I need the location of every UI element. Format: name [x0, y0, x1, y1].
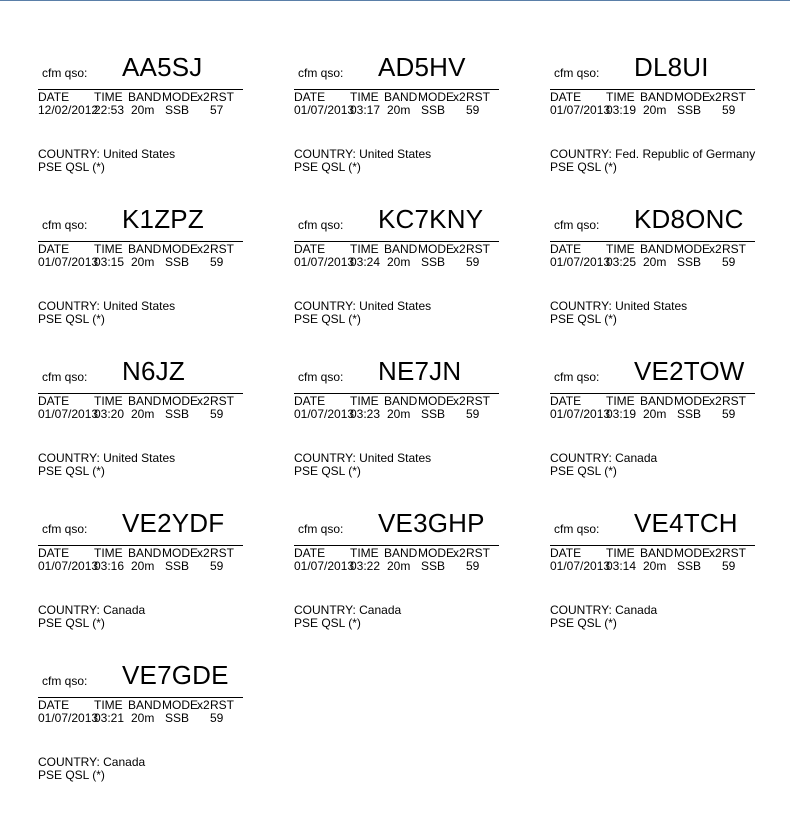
qso-date: 01/07/2013 [38, 559, 99, 573]
qsl-label [550, 352, 790, 492]
header-date: DATE [550, 394, 582, 408]
header-band: BAND [384, 90, 418, 104]
qso-band: 20m [387, 103, 411, 117]
header-mode: MODE [162, 394, 198, 408]
header-mode: MODE [162, 546, 198, 560]
cfm-qso-label: cfm qso: [298, 66, 344, 80]
callsign: AD5HV [378, 52, 466, 82]
qso-time: 03:16 [94, 559, 125, 573]
country-prefix: COUNTRY: [38, 451, 104, 465]
header-x2: x2 [197, 698, 210, 712]
country-name: Canada [615, 451, 658, 465]
qso-date: 01/07/2013 [38, 407, 99, 421]
cfm-qso-label: cfm qso: [298, 522, 344, 536]
country-name: United States [615, 299, 688, 313]
qso-mode: SSB [421, 255, 446, 269]
header-x2: x2 [197, 546, 210, 560]
qso-band: 20m [131, 255, 155, 269]
header-band: BAND [128, 242, 162, 256]
cfm-qso-label: cfm qso: [42, 66, 88, 80]
header-band: BAND [128, 394, 162, 408]
header-date: DATE [550, 90, 582, 104]
qsl-label [294, 200, 544, 340]
country-prefix: COUNTRY: [550, 603, 616, 617]
qso-date: 01/07/2013 [38, 711, 99, 725]
qso-mode: SSB [421, 407, 446, 421]
qso-time: 03:25 [606, 255, 637, 269]
header-time: TIME [94, 546, 123, 560]
qso-date: 01/07/2013 [294, 407, 355, 421]
country-line [294, 603, 401, 617]
header-mode: MODE [162, 698, 198, 712]
header-time: TIME [94, 242, 123, 256]
qso-mode: SSB [677, 559, 702, 573]
header-date: DATE [550, 546, 582, 560]
country-prefix: COUNTRY: [294, 603, 360, 617]
header-band: BAND [128, 90, 162, 104]
qso-band: 20m [131, 559, 155, 573]
qso-mode: SSB [677, 103, 702, 117]
country-prefix: COUNTRY: [294, 451, 360, 465]
qso-mode: SSB [165, 255, 190, 269]
header-rst: RST [210, 242, 234, 256]
cfm-qso-label: cfm qso: [298, 218, 344, 232]
pse-qsl-text: PSE QSL (*) [294, 160, 361, 174]
header-x2: x2 [709, 242, 722, 256]
header-band: BAND [640, 90, 674, 104]
pse-qsl-text: PSE QSL (*) [550, 464, 617, 478]
qsl-label [294, 504, 544, 644]
qso-mode: SSB [165, 407, 190, 421]
header-time: TIME [350, 394, 379, 408]
header-rst: RST [722, 394, 746, 408]
header-rst: RST [466, 242, 490, 256]
qso-time: 03:17 [350, 103, 381, 117]
qso-band: 20m [643, 255, 667, 269]
header-time: TIME [606, 90, 635, 104]
country-name: United States [103, 451, 176, 465]
qso-rst: 59 [210, 255, 224, 269]
pse-qsl-text: PSE QSL (*) [550, 160, 617, 174]
cfm-qso-label: cfm qso: [554, 66, 600, 80]
qso-band: 20m [131, 103, 155, 117]
qso-band: 20m [387, 559, 411, 573]
qso-date: 01/07/2013 [550, 559, 611, 573]
pse-qsl-text: PSE QSL (*) [38, 616, 105, 630]
header-date: DATE [38, 242, 70, 256]
country-name: Canada [615, 603, 658, 617]
qso-time: 03:21 [94, 711, 125, 725]
pse-qsl-text: PSE QSL (*) [550, 312, 617, 326]
header-rst: RST [722, 546, 746, 560]
callsign: KC7KNY [378, 204, 484, 234]
country-name: United States [103, 147, 176, 161]
header-x2: x2 [197, 90, 210, 104]
cfm-qso-label: cfm qso: [42, 522, 88, 536]
country-prefix: COUNTRY: [550, 299, 616, 313]
qso-time: 03:15 [94, 255, 125, 269]
qso-band: 20m [643, 407, 667, 421]
cfm-qso-label: cfm qso: [42, 370, 88, 384]
qso-date: 01/07/2013 [550, 255, 611, 269]
qso-rst: 59 [722, 559, 736, 573]
header-time: TIME [606, 394, 635, 408]
header-mode: MODE [674, 90, 710, 104]
pse-qsl-text: PSE QSL (*) [550, 616, 617, 630]
country-name: United States [359, 147, 432, 161]
callsign: K1ZPZ [122, 204, 204, 234]
country-line [550, 603, 657, 617]
qso-mode: SSB [165, 711, 190, 725]
qso-time: 03:14 [606, 559, 637, 573]
qsl-label [294, 48, 544, 188]
header-date: DATE [294, 394, 326, 408]
cfm-qso-label: cfm qso: [298, 370, 344, 384]
header-band: BAND [128, 698, 162, 712]
header-date: DATE [550, 242, 582, 256]
country-prefix: COUNTRY: [550, 451, 616, 465]
country-line [294, 299, 431, 313]
header-time: TIME [606, 546, 635, 560]
header-mode: MODE [418, 90, 454, 104]
header-rst: RST [210, 394, 234, 408]
header-mode: MODE [674, 546, 710, 560]
header-rst: RST [210, 546, 234, 560]
qso-time: 03:20 [94, 407, 125, 421]
callsign: KD8ONC [634, 204, 744, 234]
country-prefix: COUNTRY: [550, 147, 616, 161]
qso-rst: 59 [466, 559, 480, 573]
qso-rst: 59 [466, 103, 480, 117]
qso-date: 01/07/2013 [294, 103, 355, 117]
country-name: United States [359, 299, 432, 313]
header-time: TIME [350, 546, 379, 560]
qso-rst: 59 [466, 255, 480, 269]
header-mode: MODE [418, 242, 454, 256]
qsl-label [550, 48, 790, 188]
cfm-qso-label: cfm qso: [554, 218, 600, 232]
header-band: BAND [384, 394, 418, 408]
header-mode: MODE [674, 394, 710, 408]
header-band: BAND [384, 546, 418, 560]
header-mode: MODE [162, 90, 198, 104]
qso-time: 03:22 [350, 559, 381, 573]
qso-date: 12/02/2012 [38, 103, 99, 117]
header-date: DATE [38, 90, 70, 104]
header-mode: MODE [418, 394, 454, 408]
qsl-label [550, 504, 790, 644]
pse-qsl-text: PSE QSL (*) [38, 160, 105, 174]
country-prefix: COUNTRY: [38, 755, 104, 769]
header-x2: x2 [453, 546, 466, 560]
qso-date: 01/07/2013 [38, 255, 99, 269]
country-prefix: COUNTRY: [294, 299, 360, 313]
header-x2: x2 [709, 90, 722, 104]
qso-rst: 59 [722, 103, 736, 117]
qso-band: 20m [643, 103, 667, 117]
qsl-label [294, 352, 544, 492]
top-border-line [0, 0, 790, 1]
header-band: BAND [384, 242, 418, 256]
header-x2: x2 [453, 394, 466, 408]
pse-qsl-text: PSE QSL (*) [38, 768, 105, 782]
header-x2: x2 [453, 90, 466, 104]
qso-band: 20m [387, 255, 411, 269]
qso-time: 03:19 [606, 103, 637, 117]
header-mode: MODE [418, 546, 454, 560]
qso-rst: 59 [466, 407, 480, 421]
qso-date: 01/07/2013 [294, 559, 355, 573]
cfm-qso-label: cfm qso: [42, 218, 88, 232]
header-mode: MODE [162, 242, 198, 256]
pse-qsl-text: PSE QSL (*) [38, 464, 105, 478]
qso-band: 20m [387, 407, 411, 421]
country-line [294, 451, 431, 465]
country-name: Canada [103, 603, 146, 617]
qsl-label [38, 504, 288, 644]
callsign: AA5SJ [122, 52, 203, 82]
country-line [38, 299, 175, 313]
qsl-label [38, 352, 288, 492]
qso-band: 20m [131, 711, 155, 725]
header-mode: MODE [674, 242, 710, 256]
qso-rst: 59 [210, 559, 224, 573]
country-line [550, 299, 687, 313]
qso-mode: SSB [165, 559, 190, 573]
header-x2: x2 [197, 242, 210, 256]
header-time: TIME [94, 394, 123, 408]
qso-rst: 59 [210, 407, 224, 421]
qsl-label [38, 656, 288, 796]
header-rst: RST [722, 90, 746, 104]
header-time: TIME [606, 242, 635, 256]
header-time: TIME [94, 90, 123, 104]
qso-mode: SSB [421, 103, 446, 117]
header-band: BAND [640, 546, 674, 560]
qsl-label [38, 48, 288, 188]
country-prefix: COUNTRY: [38, 147, 104, 161]
qso-mode: SSB [165, 103, 190, 117]
callsign: VE2TOW [634, 356, 745, 386]
country-prefix: COUNTRY: [38, 603, 104, 617]
country-line [550, 451, 657, 465]
header-band: BAND [128, 546, 162, 560]
qso-mode: SSB [421, 559, 446, 573]
header-rst: RST [210, 90, 234, 104]
cfm-qso-label: cfm qso: [554, 370, 600, 384]
header-x2: x2 [709, 394, 722, 408]
header-date: DATE [294, 242, 326, 256]
qso-rst: 59 [210, 711, 224, 725]
country-line [294, 147, 431, 161]
qso-date: 01/07/2013 [550, 103, 611, 117]
country-name: Canada [359, 603, 402, 617]
header-x2: x2 [197, 394, 210, 408]
header-rst: RST [466, 546, 490, 560]
header-band: BAND [640, 394, 674, 408]
callsign: NE7JN [378, 356, 462, 386]
qso-time: 22:53 [94, 103, 125, 117]
callsign: VE2YDF [122, 508, 225, 538]
callsign: DL8UI [634, 52, 709, 82]
cfm-qso-label: cfm qso: [42, 674, 88, 688]
country-prefix: COUNTRY: [294, 147, 360, 161]
header-band: BAND [640, 242, 674, 256]
callsign: VE7GDE [122, 660, 229, 690]
pse-qsl-text: PSE QSL (*) [294, 312, 361, 326]
country-line [38, 451, 175, 465]
country-name: Fed. Republic of Germany [615, 147, 756, 161]
header-rst: RST [210, 698, 234, 712]
header-rst: RST [466, 394, 490, 408]
qso-band: 20m [131, 407, 155, 421]
header-time: TIME [350, 90, 379, 104]
qso-time: 03:24 [350, 255, 381, 269]
country-line [38, 603, 145, 617]
pse-qsl-text: PSE QSL (*) [38, 312, 105, 326]
country-line [38, 147, 175, 161]
cfm-qso-label: cfm qso: [554, 522, 600, 536]
header-date: DATE [38, 698, 70, 712]
qso-mode: SSB [677, 255, 702, 269]
qsl-label [38, 200, 288, 340]
qso-rst: 57 [210, 103, 224, 117]
qso-rst: 59 [722, 255, 736, 269]
header-date: DATE [38, 394, 70, 408]
qso-time: 03:19 [606, 407, 637, 421]
callsign: VE4TCH [634, 508, 738, 538]
qsl-label [550, 200, 790, 340]
header-x2: x2 [453, 242, 466, 256]
country-prefix: COUNTRY: [38, 299, 104, 313]
country-name: Canada [103, 755, 146, 769]
pse-qsl-text: PSE QSL (*) [294, 464, 361, 478]
qso-band: 20m [643, 559, 667, 573]
header-date: DATE [38, 546, 70, 560]
country-name: United States [103, 299, 176, 313]
country-line [550, 147, 755, 161]
header-rst: RST [466, 90, 490, 104]
qso-date: 01/07/2013 [294, 255, 355, 269]
callsign: VE3GHP [378, 508, 485, 538]
header-time: TIME [350, 242, 379, 256]
header-rst: RST [722, 242, 746, 256]
qso-date: 01/07/2013 [550, 407, 611, 421]
country-name: United States [359, 451, 432, 465]
header-date: DATE [294, 90, 326, 104]
pse-qsl-text: PSE QSL (*) [294, 616, 361, 630]
header-date: DATE [294, 546, 326, 560]
qso-mode: SSB [677, 407, 702, 421]
callsign: N6JZ [122, 356, 185, 386]
country-line [38, 755, 145, 769]
qso-time: 03:23 [350, 407, 381, 421]
qso-rst: 59 [722, 407, 736, 421]
header-x2: x2 [709, 546, 722, 560]
header-time: TIME [94, 698, 123, 712]
